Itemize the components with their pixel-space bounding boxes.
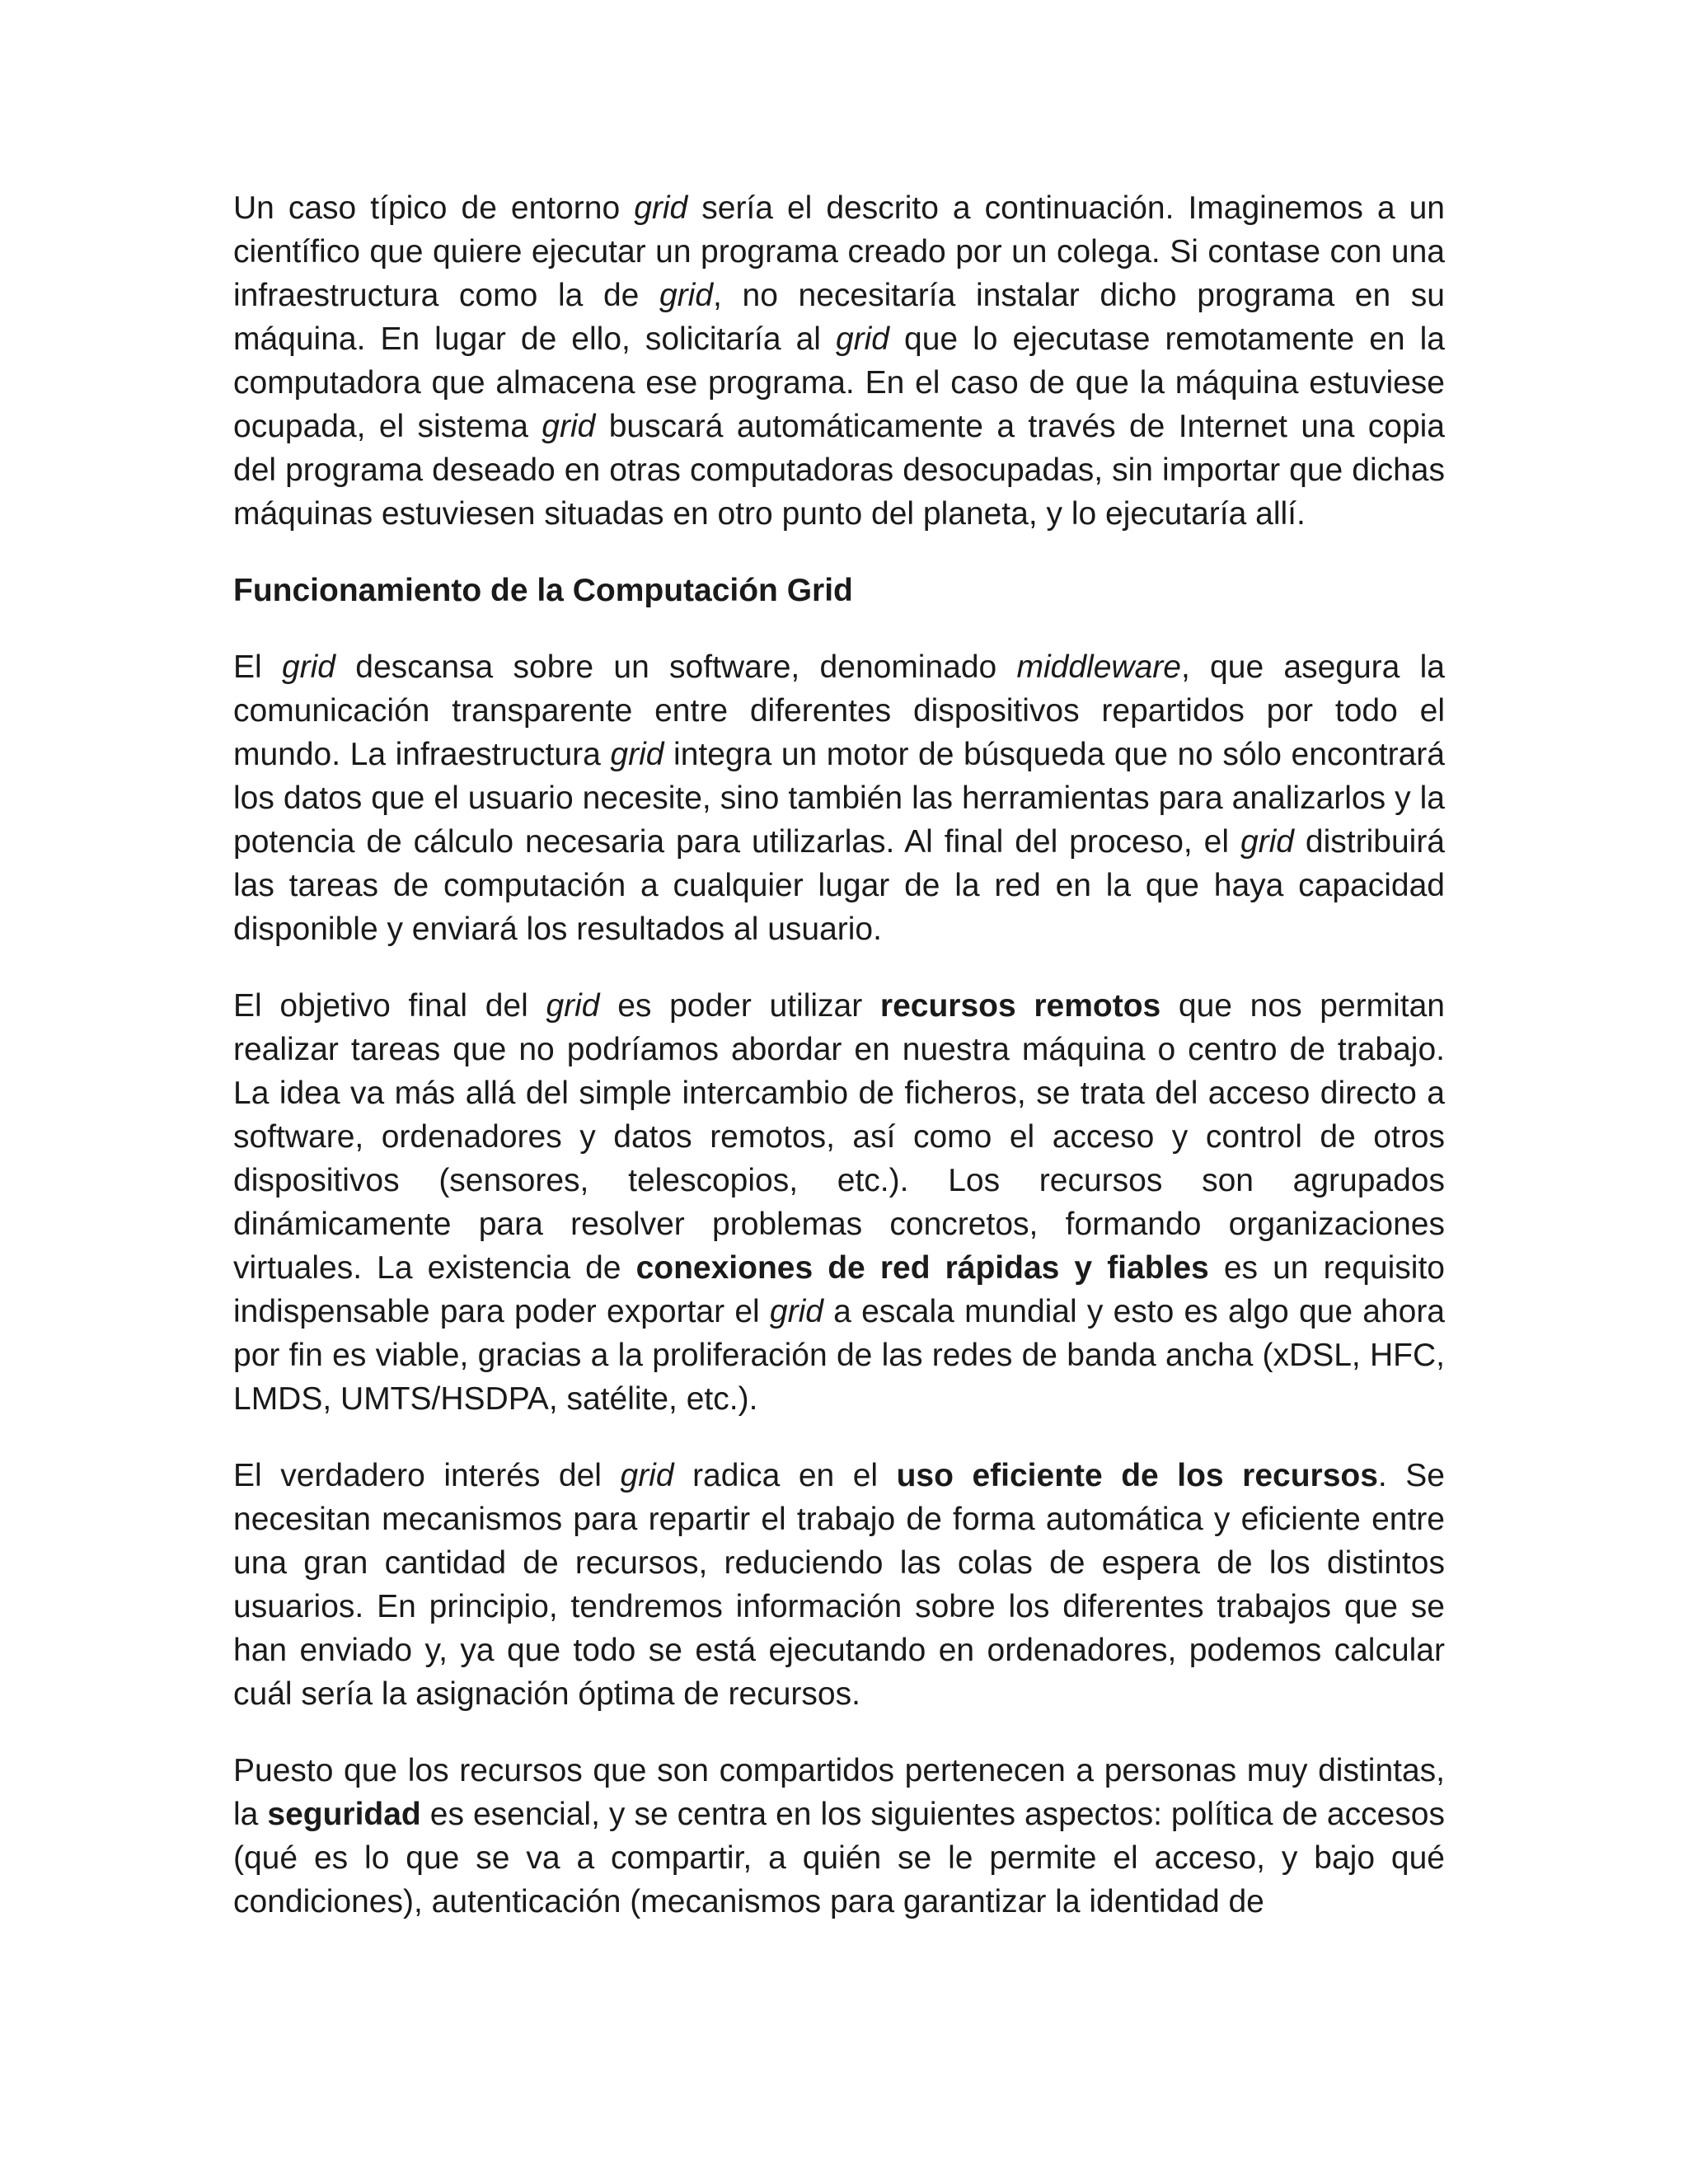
italic-term: grid — [769, 1294, 823, 1329]
text-run: sería el descrito a continuación. Imaginemos a un científico que quiere ejecutar un programa creado por un colega. Si contase con una infraestructura como la de — [233, 190, 1445, 313]
italic-term: grid — [634, 190, 688, 226]
text-run: que nos permitan realizar tareas que no podríamos abordar en nuestra máquina o centro de trabajo. La idea va más allá del simple intercambio de ficheros, se trata del acceso directo a software, ordenadores y datos remotos, así como el acceso y control de otros dispositivos (sensores, telescopios, etc.). Los recursos son agrupados dinámicamente para resolver problemas concretos, formando organizaciones virtuales. La existencia de — [233, 988, 1445, 1286]
text-run: distribuirá las tareas de computación a cualquier lugar de la red en la que haya capacidad disponible y enviará los resultados al usuario. — [233, 824, 1446, 947]
text-run: Un caso típico de entorno — [233, 190, 635, 226]
text-run: que lo ejecutase remotamente en la computadora que almacena ese programa. En el caso de que la máquina estuviese ocupada, el sistema — [233, 321, 1445, 444]
text-run: a escala mundial y esto es algo que ahora por fin es viable, gracias a la proliferación de las redes de banda ancha (xDSL, HFC, LMDS, UMTS/HSDPA, satélite, etc.). — [233, 1294, 1445, 1417]
italic-term: grid — [620, 1458, 674, 1493]
italic-term: grid — [610, 737, 664, 772]
paragraph-recursos-remotos — [233, 984, 1445, 1421]
italic-term: grid — [1240, 824, 1295, 860]
text-run: integra un motor de búsqueda que no sólo encontrará los datos que el usuario necesite, sino también las herramientas para analizarlos y la potencia de cálculo necesaria para utilizarlas. Al final del proceso, el — [233, 737, 1445, 860]
document-page — [233, 186, 1445, 1957]
text-run: buscará automáticamente a través de Internet una copia del programa deseado en otras computadoras desocupadas, sin importar que dichas máquinas estuviesen situadas en otro punto del planeta, y lo ejecutaría allí. — [233, 409, 1445, 532]
text-run: , que asegura la comunicación transparente entre diferentes dispositivos repartidos por todo el mundo. La infraestructura — [233, 649, 1445, 772]
text-run: El — [233, 649, 282, 685]
text-run: descansa sobre un software, denominado — [335, 649, 1017, 685]
bold-term: uso eficiente de los recursos — [896, 1458, 1378, 1493]
text-run: es esencial, y se centra en los siguientes aspectos: política de accesos (qué es lo que se va a compartir, a quién se le permite el acceso, y bajo qué condiciones), autenticación (mecanismos para garantizar la identidad de — [233, 1797, 1445, 1919]
text-run: es un requisito indispensable para poder exportar el — [233, 1250, 1445, 1329]
text-run: El objetivo final del — [233, 988, 546, 1024]
italic-term: grid — [542, 409, 596, 444]
bold-term: recursos remotos — [879, 988, 1161, 1024]
paragraph-uso-eficiente — [233, 1454, 1445, 1716]
italic-term: middleware — [1016, 649, 1181, 685]
italic-term: grid — [546, 988, 600, 1024]
italic-term: grid — [659, 278, 714, 313]
bold-term: seguridad — [267, 1797, 421, 1832]
italic-term: grid — [281, 649, 336, 685]
text-run: radica en el — [673, 1458, 897, 1493]
italic-term: grid — [835, 321, 890, 357]
paragraph-seguridad — [233, 1749, 1445, 1924]
bold-term: conexiones de red rápidas y fiables — [635, 1250, 1209, 1286]
text-run: , no necesitaría instalar dicho programa en su máquina. En lugar de ello, solicitaría al — [233, 278, 1446, 357]
text-run: es poder utilizar — [599, 988, 880, 1024]
text-run: El verdadero interés del — [233, 1458, 621, 1493]
paragraph-entorno-grid — [233, 186, 1445, 536]
section-heading: Funcionamiento de la Computación Grid — [233, 573, 853, 608]
paragraph-middleware — [233, 645, 1445, 951]
text-run: . Se necesitan mecanismos para repartir el trabajo de forma automática y eficiente entre una gran cantidad de recursos, reduciendo las colas de espera de los distintos usuarios. En principio, tendremos información sobre los diferentes trabajos que se han enviado y, ya que todo se está ejecutando en ordenadores, podemos calcular cuál sería la asignación óptima de recursos. — [233, 1458, 1445, 1712]
text-run: Puesto que los recursos que son compartidos pertenecen a personas muy distintas, la — [233, 1753, 1445, 1832]
